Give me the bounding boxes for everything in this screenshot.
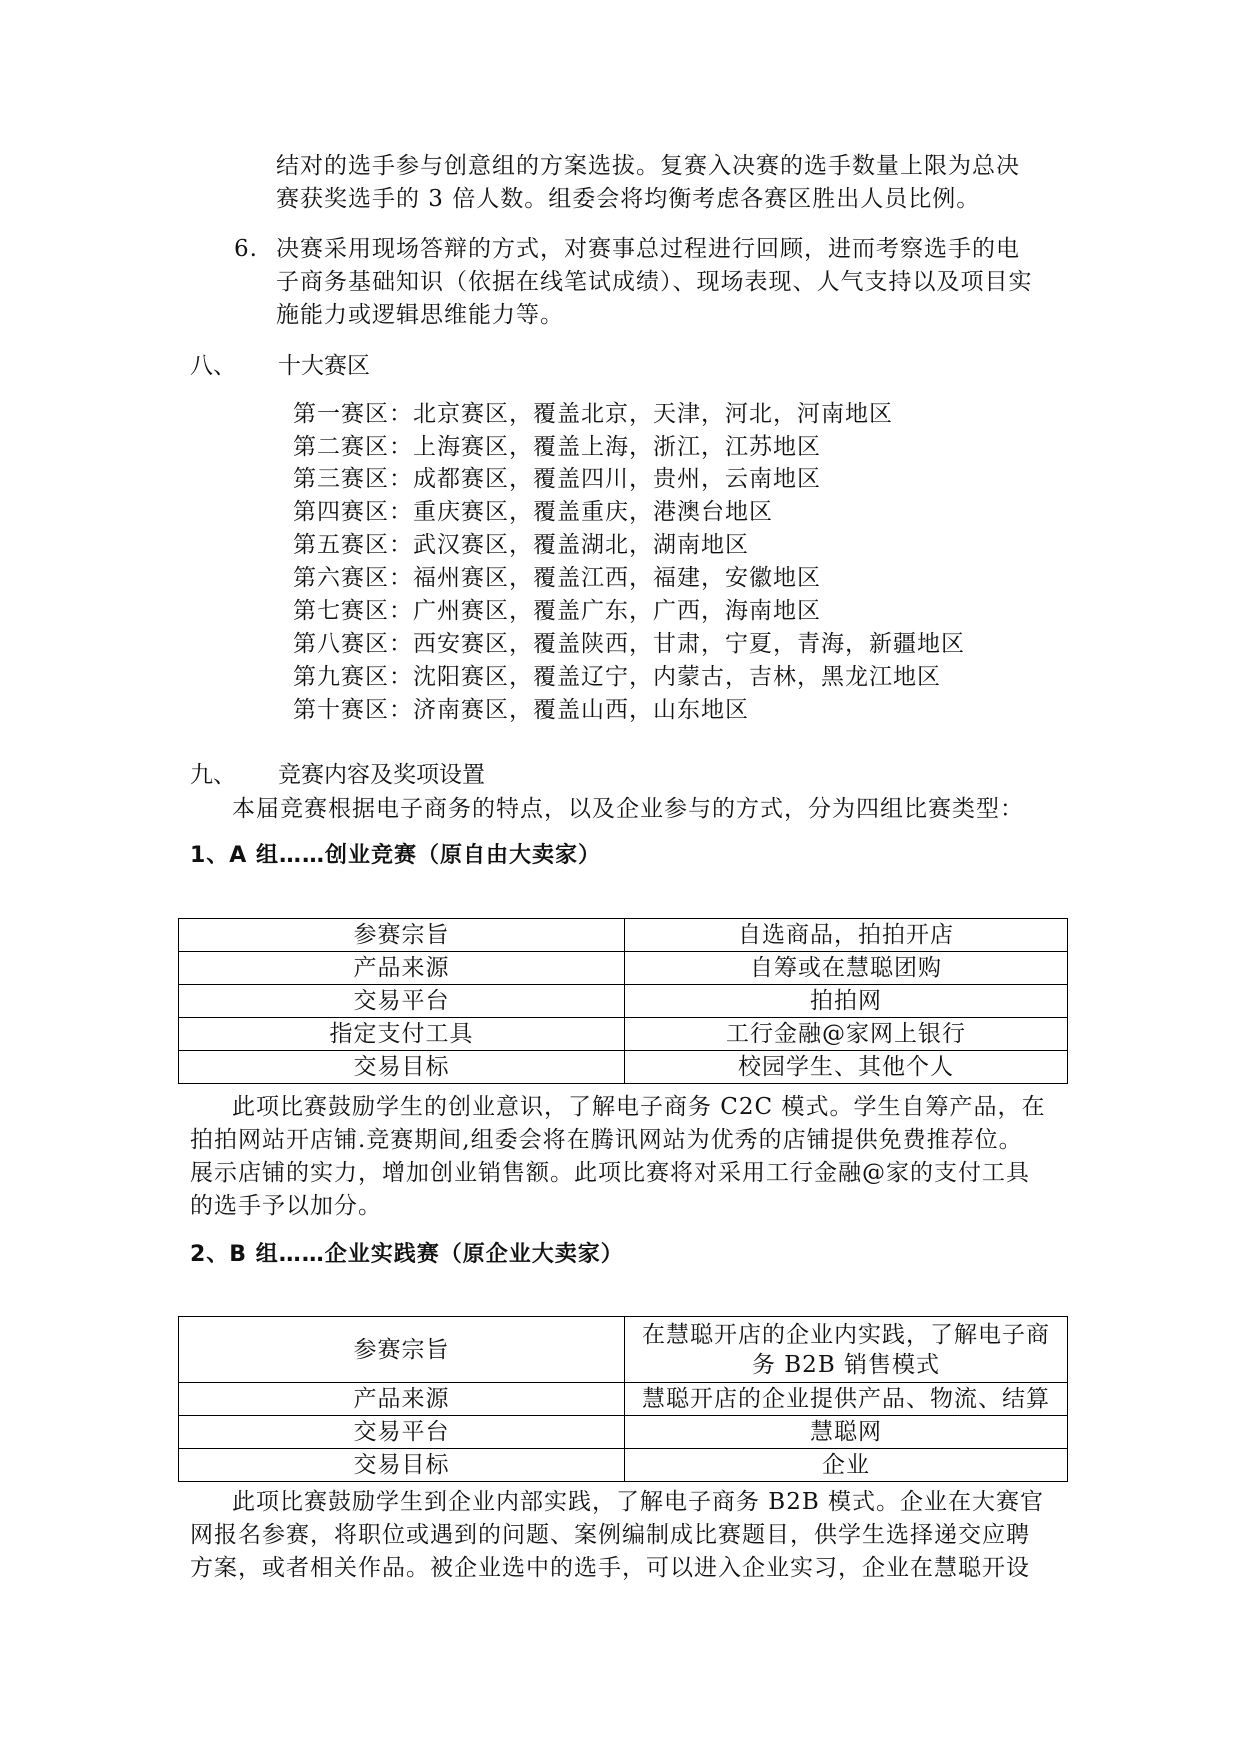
- table-row: [179, 985, 1068, 1018]
- group-b-table: [178, 1316, 1068, 1482]
- group-a-desc-line-4: 的选手予以加分。: [190, 1193, 382, 1219]
- table-cell-value: [625, 1317, 1068, 1383]
- group-b-desc-line-2: 网报名参赛，将职位或遇到的问题、案例编制成比赛题目，供学生选择递交应聘: [190, 1522, 1030, 1548]
- table-row: [179, 919, 1068, 952]
- table-cell-label: 交易目标: [179, 1449, 625, 1482]
- table-cell-label: 参赛宗旨: [179, 1317, 625, 1383]
- table-cell-value: 慧聪开店的企业提供产品、物流、结算: [625, 1383, 1068, 1416]
- table-cell-value: 自筹或在慧聪团购: [625, 952, 1068, 985]
- table-cell-label: 产品来源: [179, 1383, 625, 1416]
- section-8-number: 八、: [190, 353, 236, 379]
- region-item-8: 第八赛区：西安赛区，覆盖陕西，甘肃，宁夏，青海，新疆地区: [293, 631, 965, 657]
- table-cell-value: 慧聪网: [625, 1416, 1068, 1449]
- table-cell-label: 交易平台: [179, 985, 625, 1018]
- table-cell-value: 自选商品，拍拍开店: [625, 919, 1068, 952]
- region-item-4: 第四赛区：重庆赛区，覆盖重庆，港澳台地区: [293, 499, 773, 525]
- intro-line-1: 结对的选手参与创意组的方案选拔。复赛入决赛的选手数量上限为总决: [276, 153, 1020, 179]
- table-row: [179, 1051, 1068, 1084]
- table-row: [179, 952, 1068, 985]
- group-b-desc-line-3: 方案，或者相关作品。被企业选中的选手，可以进入企业实习，企业在慧聪开设: [190, 1555, 1030, 1581]
- table-row: [179, 1317, 1068, 1383]
- group-b-title: 2、B 组……企业实践赛（原企业大卖家）: [190, 1242, 624, 1267]
- group-a-table: [178, 918, 1068, 1084]
- table-cell-value-line-2: 务 B2B 销售模式: [751, 1351, 941, 1378]
- region-item-3: 第三赛区：成都赛区，覆盖四川，贵州，云南地区: [293, 466, 821, 492]
- table-row: [179, 1449, 1068, 1482]
- region-item-5: 第五赛区：武汉赛区，覆盖湖北，湖南地区: [293, 532, 749, 558]
- region-item-1: 第一赛区：北京赛区，覆盖北京，天津，河北，河南地区: [293, 401, 893, 427]
- table-row: [179, 1383, 1068, 1416]
- intro-line-2: 赛获奖选手的 3 倍人数。组委会将均衡考虑各赛区胜出人员比例。: [276, 186, 981, 212]
- region-item-9: 第九赛区：沈阳赛区，覆盖辽宁，内蒙古，吉林，黑龙江地区: [293, 664, 941, 690]
- region-item-7: 第七赛区：广州赛区，覆盖广东，广西，海南地区: [293, 598, 821, 624]
- region-item-2: 第二赛区：上海赛区，覆盖上海，浙江，江苏地区: [293, 434, 821, 460]
- group-a-desc-line-1: 此项比赛鼓励学生的创业意识，了解电子商务 C2C 模式。学生自筹产品，在: [232, 1094, 1046, 1120]
- section-9-intro: 本届竞赛根据电子商务的特点，以及企业参与的方式，分为四组比赛类型：: [232, 796, 1024, 822]
- table-cell-value-line-1: 在慧聪开店的企业内实践，了解电子商: [642, 1321, 1050, 1348]
- table-cell-label: 交易目标: [179, 1051, 625, 1084]
- table-row: [179, 1018, 1068, 1051]
- item-6-line-2: 子商务基础知识（依据在线笔试成绩）、现场表现、人气支持以及项目实: [276, 269, 1033, 295]
- table-cell-label: 产品来源: [179, 952, 625, 985]
- section-9-heading: [190, 759, 485, 792]
- section-9-number: 九、: [190, 762, 236, 788]
- group-a-desc-line-3: 展示店铺的实力，增加创业销售额。此项比赛将对采用工行金融@家的支付工具: [190, 1160, 1030, 1186]
- item-6-line-1: 决赛采用现场答辩的方式，对赛事总过程进行回顾，进而考察选手的电: [276, 236, 1020, 262]
- table-cell-label: 交易平台: [179, 1416, 625, 1449]
- group-a-title: 1、A 组……创业竞赛（原自由大卖家）: [190, 843, 601, 868]
- table-row: [179, 1416, 1068, 1449]
- region-item-10: 第十赛区：济南赛区，覆盖山西，山东地区: [293, 697, 749, 723]
- section-9-title: 竞赛内容及奖项设置: [278, 762, 485, 788]
- table-cell-value: 拍拍网: [625, 985, 1068, 1018]
- group-b-desc-line-1: 此项比赛鼓励学生到企业内部实践，了解电子商务 B2B 模式。企业在大赛官: [232, 1489, 1045, 1515]
- section-8-title: 十大赛区: [278, 353, 370, 379]
- group-a-desc-line-2: 拍拍网站开店铺.竞赛期间,组委会将在腾讯网站为优秀的店铺提供免费推荐位。: [190, 1127, 1023, 1153]
- table-cell-label: 参赛宗旨: [179, 919, 625, 952]
- section-8-heading: [190, 350, 370, 383]
- table-cell-label: 指定支付工具: [179, 1018, 625, 1051]
- item-6-line-3: 施能力或逻辑思维能力等。: [276, 302, 564, 328]
- region-item-6: 第六赛区：福州赛区，覆盖江西，福建，安徽地区: [293, 565, 821, 591]
- item-6-number: 6.: [234, 236, 258, 262]
- table-cell-value: 校园学生、其他个人: [625, 1051, 1068, 1084]
- table-cell-value: 企业: [625, 1449, 1068, 1482]
- table-cell-value: 工行金融@家网上银行: [625, 1018, 1068, 1051]
